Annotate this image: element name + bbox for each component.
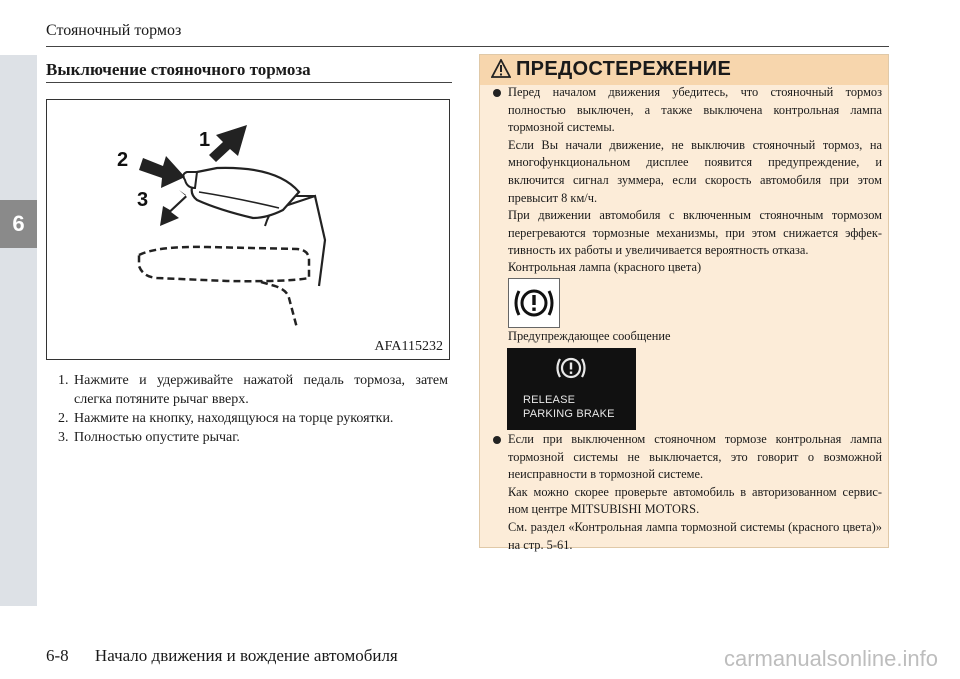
parking-brake-lever-illustration [47,100,449,359]
arrow-3-lower-lever [160,190,187,226]
side-strip [0,55,37,606]
display-message-line: RELEASE [523,394,576,406]
warning-box [479,54,889,552]
step-text: Нажмите на кнопку, находящуюся на торце рукоятки. [74,411,394,426]
arrow-1-label: 1 [199,129,211,151]
brake-warning-lamp-icon [508,278,560,328]
steps-list [58,371,448,447]
watermark: carmanualsonline.info [723,646,938,671]
list-item [58,409,448,428]
warning-paragraph: См. раздел «Контрольная лампа тормозной системы (красного цвета)» на стр. 5-61. [508,519,882,552]
warning-bullet [490,431,882,554]
chapter-tab: 6 [0,200,37,248]
page-footer [46,646,398,666]
step-number: 1. [58,373,69,388]
console-edge [261,282,297,328]
step-number: 2. [58,411,69,426]
message-caption: Предупреждающее сообщение [508,329,671,343]
arrow-3-label: 3 [137,189,149,211]
warning-paragraph: Перед началом движения убедитесь, что стояночный тормоз полностью выключен, а также выключена контрольная лампа тормозной системы. [508,85,882,135]
step-number: 3. [58,430,69,445]
warning-body [490,84,882,260]
step-text: Нажмите и удерживайте нажатой педаль тормоза, затем слегка потяните рычаг вверх. [74,373,448,407]
console-outline [139,247,309,281]
display-message-line: PARKING BRAKE [523,408,615,420]
arrow-1-pull-up [209,125,247,162]
arrow-2-press-button [139,156,185,188]
arrow-2-label: 2 [117,149,129,171]
warning-body-2 [490,431,882,554]
warning-title: ПРЕДОСТЕРЕЖЕНИЕ [516,58,732,80]
warning-paragraph: Если Вы начали движение, не выключив стояночный тормоз, на многофункциональном дисплее появится предупреждение, и включится сигнал зуммера, если скорость автомобиля при этом превысит 8 км/ч. [508,137,882,205]
parking-brake-figure [46,99,450,360]
header-rule [46,46,889,47]
display-message-panel [507,348,636,430]
lamp-caption: Контрольная лампа (красного цвета) [508,260,702,274]
warning-triangle-icon [491,59,511,78]
lever-button [183,172,197,188]
section-title: Выключение стояночного тормоза [46,60,311,79]
warning-paragraph: При движении автомобиля с включенным стояночным тормозом перегреваются тормозные механизмы, при этом снижается эффек-тивность их работы и увеличивается вероятность отказа. [508,208,882,258]
bullet-dot [493,436,501,444]
bullet-dot [493,89,501,97]
footer-chapter-title: Начало движения и вождение автомобиля [94,646,398,665]
list-item [58,428,448,447]
lever-body [279,196,325,286]
section-title-rule [46,82,452,83]
running-title: Стояночный тормоз [46,22,182,39]
list-item [58,371,448,409]
step-text: Полностью опустите рычаг. [74,430,240,445]
brake-warning-display-icon [554,352,588,384]
warning-paragraph: Если при выключенном стояночном тормозе контрольная лампа тормозной системы не выключается, это говорит о возможной неисправности в тормозной системе. [508,432,882,482]
warning-paragraph: Как можно скорее проверьте автомобиль в авторизованном сервис-ном центре MITSUBISHI MOTORS. [508,484,882,517]
warning-bullet [490,84,882,260]
page-number: 6-8 [46,646,69,665]
figure-code: AFA115232 [374,339,443,354]
warning-header [480,55,888,85]
